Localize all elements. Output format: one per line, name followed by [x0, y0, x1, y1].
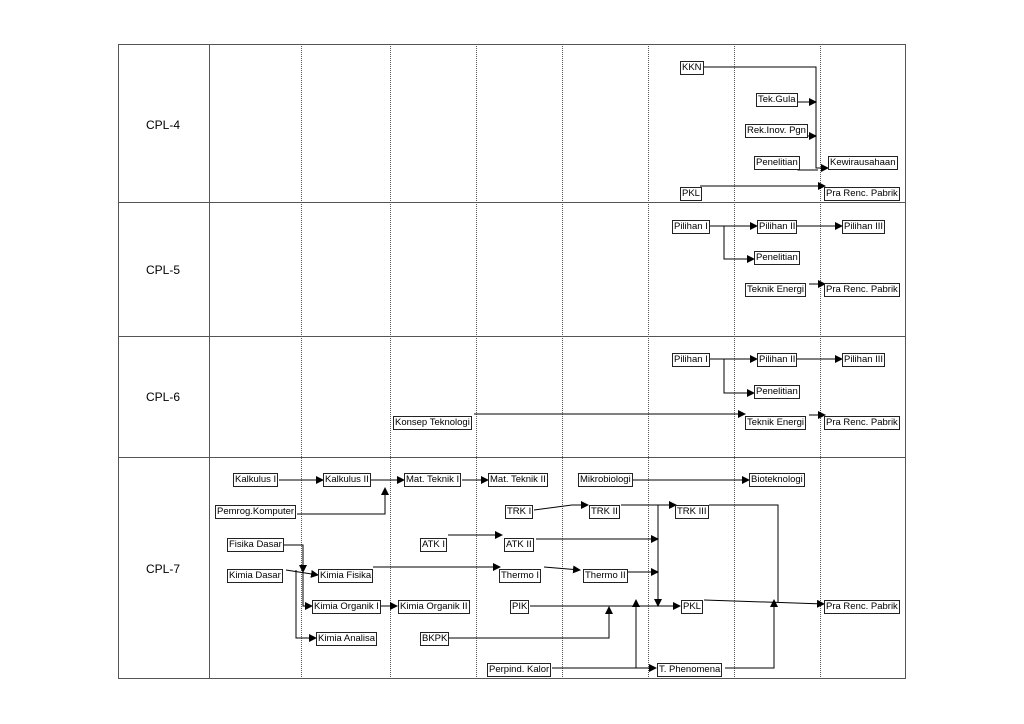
course-perpind-kalor: Perpind. Kalor [489, 664, 550, 675]
row-label-cpl4: CPL-4 [146, 118, 181, 132]
course-pra-renc-pabrik: Pra Renc. Pabrik [826, 284, 898, 295]
course-teknik-energi: Teknik Energi [747, 417, 805, 428]
course-pra-renc-pabrik: Pra Renc. Pabrik [826, 188, 898, 199]
course-fisika-dasar: Fisika Dasar [229, 539, 282, 550]
course-kimia-organik-1: Kimia Organik I [314, 601, 379, 612]
course-pilihan-3: Pilihan III [844, 221, 884, 232]
row-label-cpl5: CPL-5 [146, 263, 181, 277]
course-kimia-fisika: Kimia Fisika [320, 570, 372, 581]
row-label-cpl6: CPL-6 [146, 390, 181, 404]
course-kkn: KKN [682, 62, 702, 73]
row-label-cpl7: CPL-7 [146, 562, 181, 576]
course-trk-2: TRK II [591, 506, 618, 517]
course-kimia-dasar: Kimia Dasar [229, 570, 281, 581]
course-pilihan-3: Pilihan III [844, 354, 884, 365]
course-pkl: PKL [683, 601, 701, 612]
course-trk-3: TRK III [677, 506, 707, 517]
course-pilihan-2: Pilihan II [759, 354, 796, 365]
course-mat-teknik-2: Mat. Teknik II [490, 474, 546, 485]
course-kalkulus-1: Kalkulus I [235, 474, 277, 485]
course-bioteknologi: Bioteknologi [751, 474, 803, 485]
course-pra-renc-pabrik: Pra Renc. Pabrik [826, 417, 898, 428]
course-penelitian: Penelitian [756, 157, 798, 168]
course-pilihan-1: Pilihan I [674, 221, 708, 232]
course-pkl: PKL [682, 188, 700, 199]
course-penelitian: Penelitian [756, 252, 798, 263]
course-rek-inov-pgn: Rek.Inov. Pgn [747, 125, 806, 136]
course-mat-teknik-1: Mat. Teknik I [406, 474, 460, 485]
course-thermo-1: Thermo I [501, 570, 540, 581]
course-mikrobiologi: Mikrobiologi [580, 474, 631, 485]
course-atk-1: ATK I [422, 539, 446, 550]
course-kimia-organik-2: Kimia Organik II [400, 601, 468, 612]
course-pra-renc-pabrik: Pra Renc. Pabrik [826, 601, 898, 612]
course-kewirausahaan: Kewirausahaan [830, 157, 896, 168]
course-pilihan-1: Pilihan I [674, 354, 708, 365]
course-penelitian: Penelitian [756, 386, 798, 397]
course-kimia-analisa: Kimia Analisa [318, 633, 376, 644]
course-pilihan-2: Pilihan II [759, 221, 796, 232]
course-trk-1: TRK I [507, 506, 532, 517]
course-konsep-teknologi: Konsep Teknologi [395, 417, 470, 428]
course-kalkulus-2: Kalkulus II [325, 474, 369, 485]
course-t-phenomena: T. Phenomena [659, 664, 721, 675]
course-teknik-energi: Teknik Energi [747, 284, 805, 295]
course-pemrog-komputer: Pemrog.Komputer [217, 506, 295, 517]
course-thermo-2: Thermo II [585, 570, 626, 581]
course-bkpk: BKPK [422, 633, 448, 644]
course-atk-2: ATK II [506, 539, 532, 550]
course-tek-gula: Tek.Gula [758, 94, 796, 105]
course-pik: PIK [512, 601, 528, 612]
